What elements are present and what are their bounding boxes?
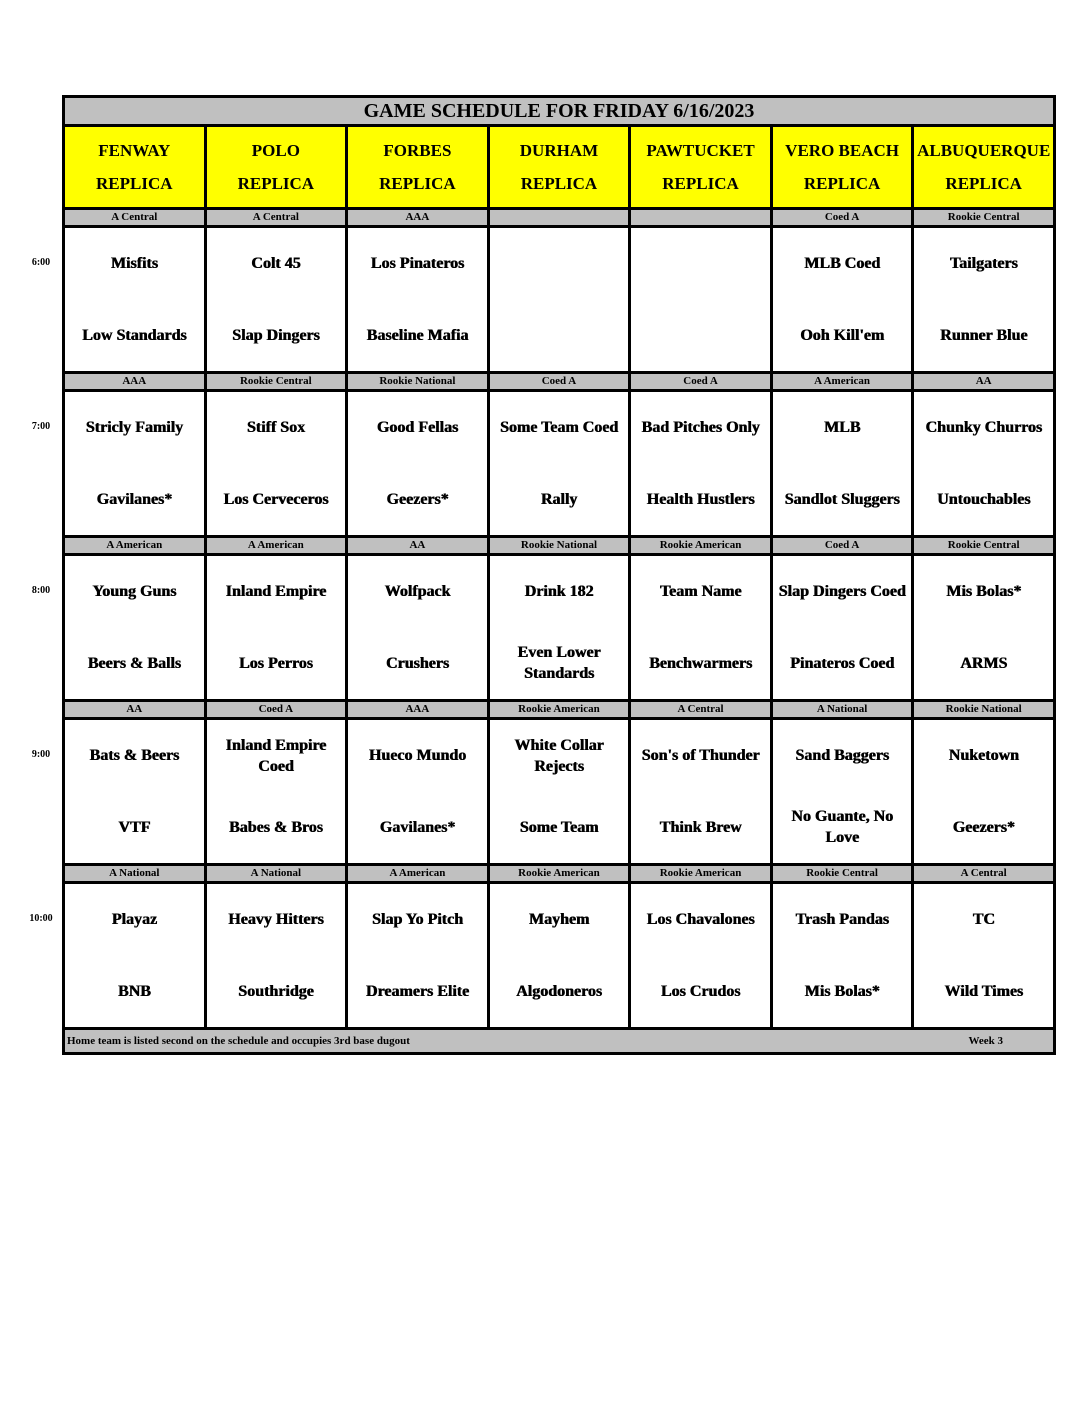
home-team: Dreamers Elite [365,982,470,1000]
division-cell: Rookie American [488,701,630,719]
away-team: Inland Empire [225,583,327,601]
field-subtitle: REPLICA [520,174,598,193]
game-cell [913,719,1055,865]
division-cell: AAA [64,373,206,391]
field-name: FORBES [383,141,452,160]
division-cell: A American [64,537,206,555]
division-cell: A American [771,373,913,391]
game-cell [205,227,347,373]
field-name: DURHAM [519,141,599,160]
home-team: BNB [117,982,151,1000]
game-row [64,719,1055,865]
game-cell [630,883,772,1029]
field-name: FENWAY [98,141,171,160]
home-team: Geezers* [386,490,449,508]
time-label: 8:00 [31,584,51,596]
division-cell: Coed A [771,537,913,555]
field-header [913,126,1055,209]
game-cell [771,719,913,865]
game-cell [488,719,630,865]
game-cell [205,555,347,701]
away-team: Team Name [659,583,742,601]
division-cell: Rookie Central [771,865,913,883]
footer-row [64,1029,1055,1054]
game-cell [913,227,1055,373]
division-cell: A American [205,537,347,555]
home-team: Southridge [238,982,314,1000]
schedule-body [64,97,1055,1054]
away-team [492,228,627,300]
away-team: Bats & Beers [89,747,180,765]
footer-note: Home team is listed second on the schedule and occupies 3rd base dugout [67,1035,410,1047]
away-team: Slap Dingers Coed [778,583,906,601]
game-cell [488,227,630,373]
game-cell [488,883,630,1029]
away-team: Los Pinateros [370,255,465,273]
field-name: PAWTUCKET [646,141,755,160]
away-team: Hueco Mundo [368,747,467,765]
away-team: Los Chavalones [646,911,755,929]
home-team: Benchwarmers [648,654,753,672]
division-cell: Coed A [205,701,347,719]
time-label: 9:00 [31,748,51,760]
division-row [64,701,1055,719]
field-name: ALBUQUERQUE [917,141,1051,160]
game-row [64,883,1055,1029]
field-subtitle: REPLICA [96,174,173,193]
game-cell [913,391,1055,537]
division-cell: AAA [347,209,489,227]
division-cell: Rookie Central [913,537,1055,555]
game-cell [630,719,772,865]
schedule-table [62,95,1056,1055]
game-row [64,227,1055,373]
game-row [64,391,1055,537]
home-team: Los Crudos [660,982,741,1000]
away-team [633,228,768,300]
time-label: 10:00 [29,912,53,924]
week-label: Week 3 [968,1035,1003,1047]
home-team: Slap Dingers [232,326,320,344]
division-cell: A Central [913,865,1055,883]
away-team: Trash Pandas [795,911,889,929]
home-team: Runner Blue [940,326,1028,344]
game-cell [64,227,206,373]
home-team: Algodoneros [516,982,602,1000]
field-subtitle: REPLICA [803,174,881,193]
division-cell: Coed A [488,373,630,391]
away-team: White Collar Rejects [514,736,604,775]
away-team: Heavy Hitters [228,911,324,929]
game-row [64,555,1055,701]
home-team: Los Perros [238,654,313,672]
game-cell [488,555,630,701]
game-cell [771,555,913,701]
away-team: Slap Yo Pitch [371,911,463,929]
away-team: Chunky Churros [925,419,1042,437]
home-team: Even Lower Standards [517,644,601,683]
field-header [205,126,347,209]
home-team: Health Hustlers [646,490,755,508]
division-cell: Rookie National [488,537,630,555]
home-team [633,300,768,372]
home-team: Gavilanes* [379,818,456,836]
game-cell [205,883,347,1029]
field-header [488,126,630,209]
away-team: Tailgaters [949,255,1018,273]
away-team: Mayhem [528,911,590,929]
division-cell: Coed A [630,373,772,391]
away-team: Wolfpack [384,583,451,601]
game-cell [913,555,1055,701]
home-team: VTF [118,818,151,836]
away-team: Colt 45 [251,255,301,273]
game-cell [630,227,772,373]
division-cell: A American [347,865,489,883]
field-header [630,126,772,209]
home-team [492,300,627,372]
division-cell: AA [64,701,206,719]
field-subtitle: REPLICA [945,174,1022,193]
division-cell: Rookie Central [913,209,1055,227]
game-cell [64,883,206,1029]
home-team: Some Team [519,818,599,836]
home-team: Untouchables [937,490,1031,508]
schedule-title: GAME SCHEDULE FOR FRIDAY 6/16/2023 [64,97,1055,126]
division-cell: AA [913,373,1055,391]
field-name: POLO [251,141,300,160]
home-team: Crushers [385,654,449,672]
division-row [64,209,1055,227]
home-team: Think Brew [659,818,742,836]
home-team: Gavilanes* [96,490,173,508]
footer-cell [64,1029,1055,1054]
away-team: Nuketown [948,747,1019,765]
game-cell [347,555,489,701]
field-subtitle: REPLICA [379,174,456,193]
away-team: Sand Baggers [795,747,889,765]
division-cell: A Central [630,701,772,719]
game-cell [913,883,1055,1029]
field-header [64,126,206,209]
division-cell [488,209,630,227]
game-cell [347,883,489,1029]
game-cell [771,391,913,537]
division-cell: AA [347,537,489,555]
away-team: MLB [823,419,861,437]
division-cell: Rookie Central [205,373,347,391]
game-cell [205,719,347,865]
field-subtitle: REPLICA [662,174,739,193]
game-cell [347,227,489,373]
away-team: Stricly Family [85,419,183,437]
title-row [64,97,1055,126]
game-cell [630,391,772,537]
game-cell [771,227,913,373]
away-team: Misfits [110,255,158,273]
division-cell: Rookie National [347,373,489,391]
field-subtitle: REPLICA [237,174,315,193]
field-header-row [64,126,1055,209]
game-cell [630,555,772,701]
home-team: Baseline Mafia [366,326,469,344]
division-row [64,865,1055,883]
home-team: Geezers* [952,818,1015,836]
home-team: Ooh Kill'em [800,326,885,344]
home-team: Babes & Bros [228,818,323,836]
home-team: Wild Times [944,982,1024,1000]
division-cell: Rookie National [913,701,1055,719]
division-cell: A National [771,701,913,719]
game-cell [347,391,489,537]
home-team: Los Cerveceros [223,490,329,508]
home-team: Beers & Balls [87,654,181,672]
game-cell [64,391,206,537]
away-team: MLB Coed [804,255,881,273]
game-cell [771,883,913,1029]
division-cell: Rookie American [630,537,772,555]
division-cell [630,209,772,227]
field-header [347,126,489,209]
field-header [771,126,913,209]
away-team: TC [972,911,995,929]
division-cell: A National [64,865,206,883]
time-label: 6:00 [31,256,51,268]
game-cell [64,555,206,701]
away-team: Son's of Thunder [641,747,760,765]
away-team: Drink 182 [524,583,594,601]
home-team: No Guante, No Love [791,808,893,847]
home-team: Mis Bolas* [804,982,880,1000]
away-team: Young Guns [92,583,177,601]
away-team: Some Team Coed [499,419,619,437]
home-team: Sandlot Sluggers [784,490,900,508]
game-cell [347,719,489,865]
away-team: Bad Pitches Only [641,419,760,437]
division-cell: Rookie American [630,865,772,883]
home-team: Pinateros Coed [790,654,895,672]
home-team: ARMS [960,654,1008,672]
division-cell: AAA [347,701,489,719]
game-cell [205,391,347,537]
division-cell: Rookie American [488,865,630,883]
division-cell: A National [205,865,347,883]
division-row [64,373,1055,391]
division-cell: Coed A [771,209,913,227]
away-team: Playaz [111,911,157,929]
away-team: Mis Bolas* [946,583,1022,601]
home-team: Rally [540,490,578,508]
away-team: Good Fellas [376,419,459,437]
field-name: VERO BEACH [785,141,899,160]
division-cell: A Central [205,209,347,227]
game-cell [64,719,206,865]
home-team: Low Standards [82,326,187,344]
division-cell: A Central [64,209,206,227]
game-cell [488,391,630,537]
away-team: Stiff Sox [246,419,305,437]
time-label: 7:00 [31,420,51,432]
division-row [64,537,1055,555]
away-team: Inland Empire Coed [225,736,327,775]
